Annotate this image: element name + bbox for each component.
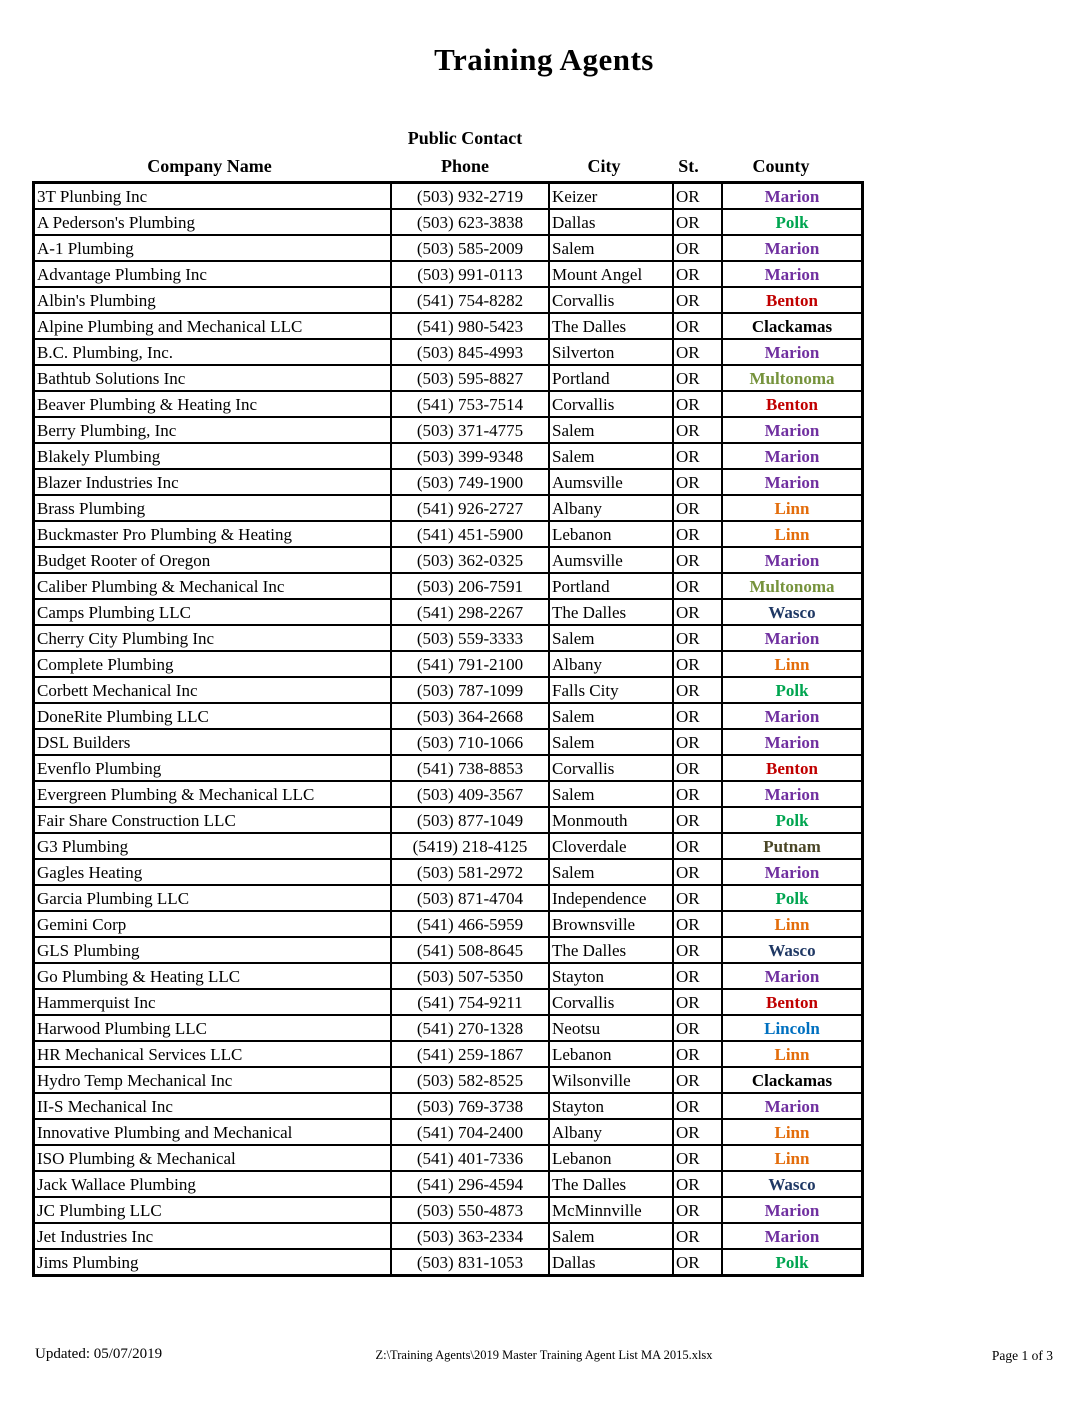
table-row [34,859,863,885]
phone-cell: (503) 581-2972 [391,859,549,885]
county-cell: Marion [722,235,863,261]
state-cell: OR [673,729,722,755]
city-cell: Independence [549,885,673,911]
table-row [34,287,863,313]
county-cell: Lincoln [722,1015,863,1041]
company-cell: ISO Plumbing & Mechanical [34,1145,392,1171]
table-row [34,833,863,859]
state-cell: OR [673,651,722,677]
city-cell: Brownsville [549,911,673,937]
city-cell: Salem [549,781,673,807]
state-cell: OR [673,1249,722,1276]
city-cell: Albany [549,1119,673,1145]
state-cell: OR [673,911,722,937]
county-cell: Marion [722,625,863,651]
table-row [34,1197,863,1223]
column-header-company: Company Name [147,156,272,176]
company-cell: Evergreen Plumbing & Mechanical LLC [34,781,392,807]
city-cell: McMinnville [549,1197,673,1223]
table-row [34,417,863,443]
county-cell: Wasco [722,937,863,963]
company-cell: Hammerquist Inc [34,989,392,1015]
company-cell: Gemini Corp [34,911,392,937]
table-row [34,1015,863,1041]
table-row [34,1249,863,1276]
company-cell: Brass Plumbing [34,495,392,521]
group-header-public-contact: Public Contact [407,128,523,148]
phone-cell: (541) 401-7336 [391,1145,549,1171]
county-cell: Putnam [722,833,863,859]
state-cell: OR [673,625,722,651]
column-header-city: City [587,156,621,176]
footer-file-path: Z:\Training Agents\2019 Master Training Agent List MA 2015.xlsx [375,1348,713,1362]
state-cell: OR [673,339,722,365]
company-cell: HR Mechanical Services LLC [34,1041,392,1067]
county-cell: Linn [722,1145,863,1171]
city-cell: Corvallis [549,755,673,781]
phone-cell: (503) 206-7591 [391,573,549,599]
phone-cell: (503) 363-2334 [391,1223,549,1249]
table-row [34,235,863,261]
table-row [34,651,863,677]
state-cell: OR [673,1093,722,1119]
city-cell: Corvallis [549,391,673,417]
city-cell: The Dalles [549,599,673,625]
county-cell: Polk [722,807,863,833]
company-cell: Berry Plumbing, Inc [34,417,392,443]
company-cell: B.C. Plumbing, Inc. [34,339,392,365]
table-row [34,755,863,781]
state-cell: OR [673,287,722,313]
state-cell: OR [673,547,722,573]
city-cell: Lebanon [549,1041,673,1067]
company-cell: Jet Industries Inc [34,1223,392,1249]
company-cell: Gagles Heating [34,859,392,885]
city-cell: Mount Angel [549,261,673,287]
phone-cell: (541) 259-1867 [391,1041,549,1067]
table-row [34,573,863,599]
county-cell: Marion [722,703,863,729]
city-cell: Salem [549,859,673,885]
city-cell: Keizer [549,183,673,210]
table-row [34,391,863,417]
phone-cell: (503) 399-9348 [391,443,549,469]
city-cell: Corvallis [549,287,673,313]
phone-cell: (541) 926-2727 [391,495,549,521]
training-agents-table [32,181,864,1277]
table-row [34,1093,863,1119]
phone-cell: (503) 559-3333 [391,625,549,651]
county-cell: Marion [722,859,863,885]
company-cell: Budget Rooter of Oregon [34,547,392,573]
phone-cell: (503) 507-5350 [391,963,549,989]
city-cell: Salem [549,417,673,443]
phone-cell: (5419) 218-4125 [391,833,549,859]
company-cell: Alpine Plumbing and Mechanical LLC [34,313,392,339]
company-cell: A Pederson's Plumbing [34,209,392,235]
state-cell: OR [673,443,722,469]
county-cell: Marion [722,183,863,210]
county-cell: Marion [722,417,863,443]
city-cell: Lebanon [549,1145,673,1171]
state-cell: OR [673,391,722,417]
company-cell: JC Plumbing LLC [34,1197,392,1223]
city-cell: The Dalles [549,937,673,963]
table-row [34,1223,863,1249]
county-cell: Marion [722,339,863,365]
county-cell: Clackamas [722,1067,863,1093]
county-cell: Benton [722,391,863,417]
county-cell: Wasco [722,599,863,625]
county-cell: Multonoma [722,365,863,391]
state-cell: OR [673,521,722,547]
phone-cell: (503) 831-1053 [391,1249,549,1276]
state-cell: OR [673,755,722,781]
table-row [34,937,863,963]
county-cell: Marion [722,443,863,469]
state-cell: OR [673,235,722,261]
table-row [34,495,863,521]
table-row [34,313,863,339]
table-row [34,807,863,833]
company-cell: Camps Plumbing LLC [34,599,392,625]
state-cell: OR [673,1067,722,1093]
company-cell: Corbett Mechanical Inc [34,677,392,703]
county-cell: Marion [722,1093,863,1119]
phone-cell: (503) 364-2668 [391,703,549,729]
phone-cell: (503) 749-1900 [391,469,549,495]
table-row [34,963,863,989]
phone-cell: (541) 738-8853 [391,755,549,781]
company-cell: Fair Share Construction LLC [34,807,392,833]
state-cell: OR [673,807,722,833]
state-cell: OR [673,677,722,703]
company-cell: Evenflo Plumbing [34,755,392,781]
city-cell: Stayton [549,963,673,989]
company-cell: DoneRite Plumbing LLC [34,703,392,729]
city-cell: Falls City [549,677,673,703]
city-cell: Corvallis [549,989,673,1015]
phone-cell: (541) 791-2100 [391,651,549,677]
county-cell: Linn [722,1041,863,1067]
phone-cell: (541) 753-7514 [391,391,549,417]
table-row [34,1171,863,1197]
city-cell: Lebanon [549,521,673,547]
state-cell: OR [673,1015,722,1041]
county-cell: Benton [722,287,863,313]
phone-cell: (503) 845-4993 [391,339,549,365]
county-cell: Polk [722,677,863,703]
table-row [34,209,863,235]
county-cell: Polk [722,885,863,911]
column-header-state: St. [678,156,699,176]
phone-cell: (541) 754-9211 [391,989,549,1015]
state-cell: OR [673,1223,722,1249]
phone-cell: (503) 585-2009 [391,235,549,261]
phone-cell: (503) 582-8525 [391,1067,549,1093]
footer-page-number: Page 1 of 3 [991,1348,1053,1363]
county-cell: Marion [722,781,863,807]
city-cell: Silverton [549,339,673,365]
city-cell: Aumsville [549,469,673,495]
state-cell: OR [673,1041,722,1067]
city-cell: Dallas [549,1249,673,1276]
group-header-row [32,124,854,150]
phone-cell: (541) 298-2267 [391,599,549,625]
table-row [34,339,863,365]
state-cell: OR [673,781,722,807]
phone-cell: (503) 991-0113 [391,261,549,287]
company-cell: Innovative Plumbing and Mechanical [34,1119,392,1145]
state-cell: OR [673,1171,722,1197]
page-footer [0,1346,1088,1366]
state-cell: OR [673,183,722,210]
state-cell: OR [673,495,722,521]
table-row [34,599,863,625]
company-cell: Jims Plumbing [34,1249,392,1276]
table-row [34,261,863,287]
table-row [34,365,863,391]
phone-cell: (541) 754-8282 [391,287,549,313]
county-cell: Clackamas [722,313,863,339]
company-cell: G3 Plumbing [34,833,392,859]
phone-cell: (541) 296-4594 [391,1171,549,1197]
table-row [34,1041,863,1067]
phone-cell: (503) 710-1066 [391,729,549,755]
county-cell: Polk [722,1249,863,1276]
county-cell: Marion [722,1197,863,1223]
phone-cell: (503) 787-1099 [391,677,549,703]
company-cell: Albin's Plumbing [34,287,392,313]
company-cell: Blakely Plumbing [34,443,392,469]
state-cell: OR [673,1145,722,1171]
table-row [34,989,863,1015]
table-row [34,1145,863,1171]
phone-cell: (541) 270-1328 [391,1015,549,1041]
state-cell: OR [673,365,722,391]
column-header-county: County [752,156,810,176]
phone-cell: (541) 451-5900 [391,521,549,547]
company-cell: Beaver Plumbing & Heating Inc [34,391,392,417]
city-cell: Salem [549,625,673,651]
table-row [34,1119,863,1145]
phone-cell: (503) 877-1049 [391,807,549,833]
city-cell: Stayton [549,1093,673,1119]
county-cell: Benton [722,755,863,781]
city-cell: Salem [549,729,673,755]
county-cell: Linn [722,651,863,677]
state-cell: OR [673,261,722,287]
company-cell: Caliber Plumbing & Mechanical Inc [34,573,392,599]
company-cell: Complete Plumbing [34,651,392,677]
company-cell: Advantage Plumbing Inc [34,261,392,287]
state-cell: OR [673,963,722,989]
county-cell: Linn [722,911,863,937]
county-cell: Marion [722,469,863,495]
company-cell: Garcia Plumbing LLC [34,885,392,911]
company-cell: 3T Plunbing Inc [34,183,392,210]
company-cell: Buckmaster Pro Plumbing & Heating [34,521,392,547]
county-cell: Marion [722,729,863,755]
company-cell: DSL Builders [34,729,392,755]
table-row [34,885,863,911]
phone-cell: (541) 466-5959 [391,911,549,937]
table-row [34,729,863,755]
company-cell: Hydro Temp Mechanical Inc [34,1067,392,1093]
phone-cell: (541) 980-5423 [391,313,549,339]
state-cell: OR [673,417,722,443]
table-row [34,547,863,573]
company-cell: Harwood Plumbing LLC [34,1015,392,1041]
state-cell: OR [673,859,722,885]
company-cell: Go Plumbing & Heating LLC [34,963,392,989]
state-cell: OR [673,885,722,911]
agents-table-body [34,183,863,1276]
table-area [32,124,854,1277]
phone-cell: (503) 871-4704 [391,885,549,911]
company-cell: A-1 Plumbing [34,235,392,261]
company-cell: Cherry City Plumbing Inc [34,625,392,651]
footer-updated-date: Updated: 05/07/2019 [35,1346,163,1362]
state-cell: OR [673,469,722,495]
column-header-row [32,150,854,178]
city-cell: The Dalles [549,313,673,339]
phone-cell: (503) 550-4873 [391,1197,549,1223]
state-cell: OR [673,313,722,339]
city-cell: Portland [549,365,673,391]
state-cell: OR [673,703,722,729]
state-cell: OR [673,1119,722,1145]
table-row [34,521,863,547]
county-cell: Benton [722,989,863,1015]
phone-cell: (503) 362-0325 [391,547,549,573]
county-cell: Linn [722,521,863,547]
phone-cell: (503) 623-3838 [391,209,549,235]
city-cell: Salem [549,443,673,469]
county-cell: Marion [722,1223,863,1249]
phone-cell: (503) 409-3567 [391,781,549,807]
city-cell: Aumsville [549,547,673,573]
city-cell: The Dalles [549,1171,673,1197]
table-row [34,1067,863,1093]
company-cell: II-S Mechanical Inc [34,1093,392,1119]
city-cell: Cloverdale [549,833,673,859]
page-title: Training Agents [434,42,654,77]
table-row [34,781,863,807]
city-cell: Salem [549,703,673,729]
city-cell: Salem [549,235,673,261]
state-cell: OR [673,989,722,1015]
city-cell: Monmouth [549,807,673,833]
county-cell: Wasco [722,1171,863,1197]
county-cell: Marion [722,261,863,287]
table-row [34,183,863,210]
city-cell: Portland [549,573,673,599]
phone-cell: (503) 371-4775 [391,417,549,443]
company-cell: GLS Plumbing [34,937,392,963]
table-row [34,677,863,703]
phone-cell: (541) 704-2400 [391,1119,549,1145]
phone-cell: (503) 595-8827 [391,365,549,391]
city-cell: Albany [549,651,673,677]
company-cell: Bathtub Solutions Inc [34,365,392,391]
city-cell: Albany [549,495,673,521]
county-cell: Marion [722,963,863,989]
table-row [34,703,863,729]
city-cell: Neotsu [549,1015,673,1041]
county-cell: Linn [722,1119,863,1145]
company-cell: Jack Wallace Plumbing [34,1171,392,1197]
phone-cell: (541) 508-8645 [391,937,549,963]
city-cell: Dallas [549,209,673,235]
city-cell: Wilsonville [549,1067,673,1093]
table-row [34,911,863,937]
state-cell: OR [673,209,722,235]
county-cell: Marion [722,547,863,573]
company-cell: Blazer Industries Inc [34,469,392,495]
state-cell: OR [673,1197,722,1223]
state-cell: OR [673,599,722,625]
state-cell: OR [673,573,722,599]
phone-cell: (503) 769-3738 [391,1093,549,1119]
state-cell: OR [673,937,722,963]
county-cell: Linn [722,495,863,521]
phone-cell: (503) 932-2719 [391,183,549,210]
table-row [34,443,863,469]
column-header-phone: Phone [440,156,489,176]
county-cell: Multonoma [722,573,863,599]
table-row [34,469,863,495]
state-cell: OR [673,833,722,859]
county-cell: Polk [722,209,863,235]
table-row [34,625,863,651]
city-cell: Salem [549,1223,673,1249]
